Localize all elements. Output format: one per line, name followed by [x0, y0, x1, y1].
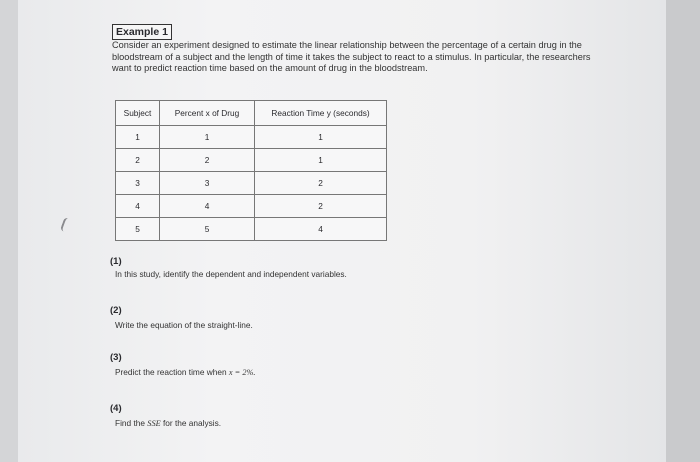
cell-percent: 3	[160, 172, 255, 195]
question-1-number: (1)	[110, 256, 122, 267]
question-2-text: Write the equation of the straight-line.	[115, 320, 253, 330]
cell-subject: 4	[116, 195, 160, 218]
table-row	[116, 126, 387, 149]
header-reaction-time: Reaction Time y (seconds)	[255, 101, 387, 126]
cell-reaction: 1	[255, 149, 387, 172]
header-subject: Subject	[116, 101, 160, 126]
cell-percent: 1	[160, 126, 255, 149]
question-4-text	[115, 418, 221, 428]
question-3-text	[115, 367, 256, 377]
cell-reaction: 4	[255, 218, 387, 241]
question-4-text-after: for the analysis.	[160, 418, 222, 428]
example-title: Example 1	[112, 24, 172, 40]
question-3-number: (3)	[110, 352, 122, 363]
example-intro: Consider an experiment designed to estimate the linear relationship between the percentage of a certain drug in the bloodstream of a subject and the length of time it takes the subject to react to a stimulus. In particular, the researchers want to predict reaction time based on the amount of drug in the bloodstream.	[112, 40, 591, 74]
question-2-number: (2)	[110, 305, 122, 316]
data-table	[115, 100, 387, 241]
question-4-text-before: Find the	[115, 418, 148, 428]
table-row	[116, 149, 387, 172]
cell-reaction: 2	[255, 172, 387, 195]
table-row	[116, 172, 387, 195]
header-percent-drug: Percent x of Drug	[160, 101, 255, 126]
cell-subject: 1	[116, 126, 160, 149]
cell-subject: 5	[116, 218, 160, 241]
question-3-math: x = 2%.	[228, 368, 256, 377]
cell-subject: 3	[116, 172, 160, 195]
question-3-text-before: Predict the reaction time when	[115, 367, 229, 377]
table-row	[116, 218, 387, 241]
question-4-math: SSE	[147, 419, 161, 428]
table-row	[116, 195, 387, 218]
table-header-row	[116, 101, 387, 126]
cell-reaction: 1	[255, 126, 387, 149]
cell-percent: 4	[160, 195, 255, 218]
cell-subject: 2	[116, 149, 160, 172]
question-1-text: In this study, identify the dependent and independent variables.	[115, 269, 347, 279]
example-block	[112, 22, 592, 75]
cell-reaction: 2	[255, 195, 387, 218]
page-edge	[666, 0, 700, 462]
cell-percent: 5	[160, 218, 255, 241]
cell-percent: 2	[160, 149, 255, 172]
question-4-number: (4)	[110, 403, 122, 414]
